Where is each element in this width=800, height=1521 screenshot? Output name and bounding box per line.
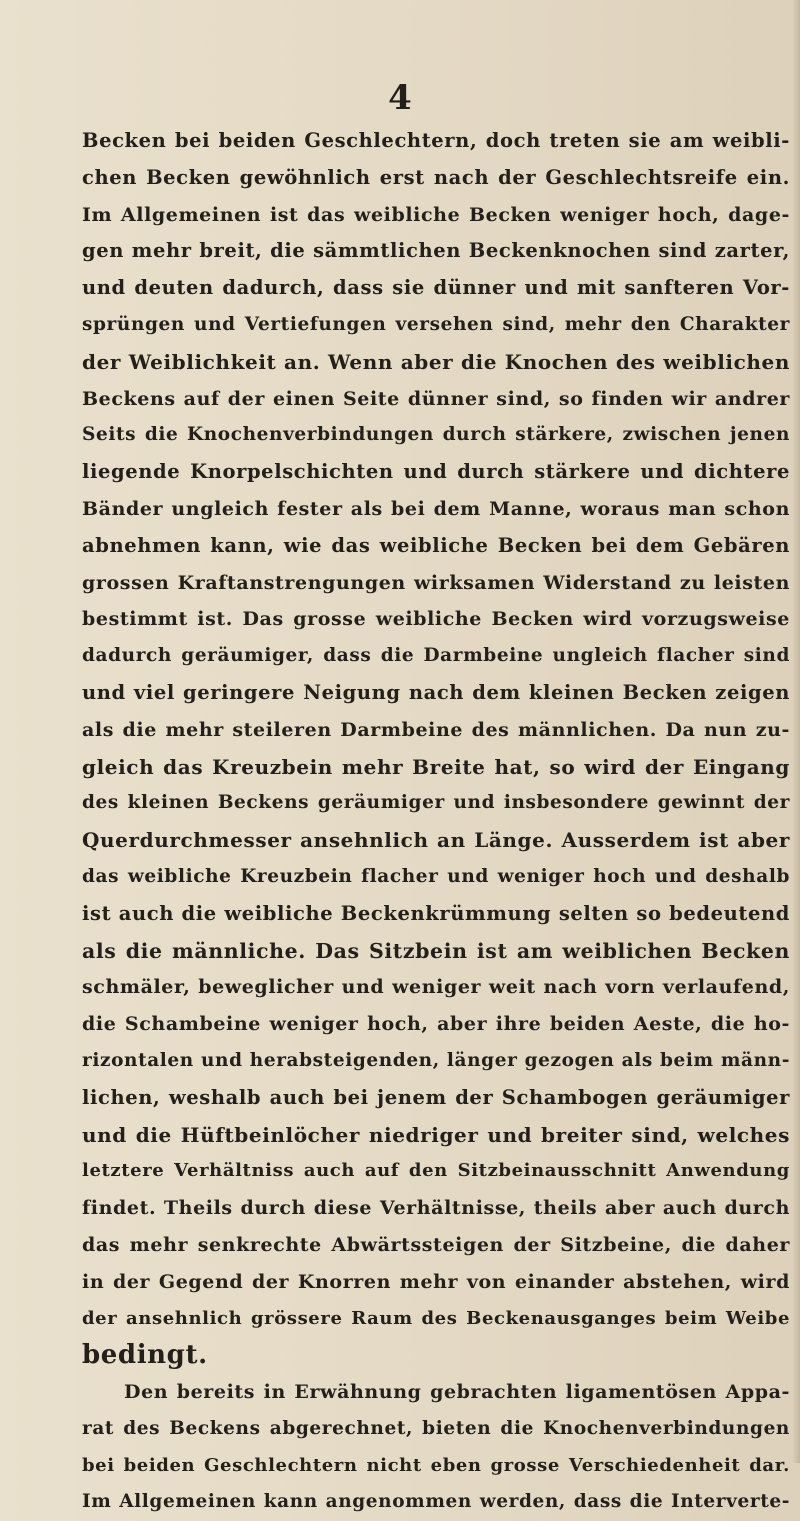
text-line: bei beiden Geschlechtern nicht eben grosse Verschiedenheit dar. — [82, 1454, 790, 1476]
text-line: Querdurchmesser ansehnlich an Länge. Ausserdem ist aber — [82, 828, 790, 853]
text-line: und die Hüftbeinlöcher niedriger und breiter sind, welches — [82, 1122, 790, 1147]
text-line: dadurch geräumiger, dass die Darmbeine ungleich flacher sind — [82, 645, 790, 667]
text-line: und viel geringere Neigung nach dem kleinen Becken zeigen — [82, 680, 790, 704]
text-line: findet. Theils durch diese Verhältnisse, theils aber auch durch — [82, 1197, 790, 1220]
text-line: der Weiblichkeit an. Wenn aber die Knochen des weiblichen — [82, 349, 790, 374]
text-line: bestimmt ist. Das grosse weibliche Becken wird vorzugsweise — [82, 608, 790, 631]
text-line: abnehmen kann, wie das weibliche Becken bei dem Gebären — [82, 533, 790, 557]
text-line: chen Becken gewöhnlich erst nach der Geschlechtsreife ein. — [82, 165, 790, 189]
text-line: das mehr senkrechte Abwärtssteigen der Sitzbeine, die daher — [82, 1233, 790, 1256]
text-line: liegende Knorpelschichten und durch stärkere und dichtere — [82, 460, 790, 484]
text-line: ist auch die weibliche Beckenkrümmung selten so bedeutend — [82, 901, 790, 925]
text-line: bedingt. — [82, 1340, 208, 1371]
text-line: Im Allgemeinen ist das weibliche Becken weniger hoch, dage- — [82, 203, 790, 226]
text-line: Im Allgemeinen kann angenommen werden, dass die Interverte- — [82, 1491, 790, 1513]
text-line: grossen Kraftanstrengungen wirksamen Widerstand zu leisten — [82, 571, 790, 594]
text-line: Becken bei beiden Geschlechtern, doch treten sie am weibli- — [82, 129, 790, 152]
text-line: sprüngen und Vertiefungen versehen sind, mehr den Charakter — [82, 313, 790, 335]
paragraph-first-line: Den bereits in Erwähnung gebrachten ligamentösen Appa- — [124, 1381, 790, 1404]
body-text — [82, 123, 790, 1521]
page-number: 4 — [388, 78, 412, 118]
text-line: Seits die Knochenverbindungen durch stärkere, zwischen jenen — [82, 424, 790, 446]
text-line: des kleinen Beckens geräumiger und insbesondere gewinnt der — [82, 792, 790, 814]
text-line: Bänder ungleich fester als bei dem Manne, woraus man schon — [82, 497, 790, 520]
text-line: schmäler, beweglicher und weniger weit nach vorn verlaufend, — [82, 976, 790, 999]
text-line: lichen, weshalb auch bei jenem der Schambogen geräumiger — [82, 1085, 790, 1109]
page-edge-shadow — [792, 0, 800, 1463]
text-line: in der Gegend der Knorren mehr von einander abstehen, wird — [82, 1270, 790, 1293]
text-line: als die männliche. Das Sitzbein ist am weiblichen Becken — [82, 938, 790, 963]
text-line: gleich das Kreuzbein mehr Breite hat, so wird der Eingang — [82, 754, 790, 779]
text-line: als die mehr steileren Darmbeine des männlichen. Da nun zu- — [82, 718, 790, 741]
text-line: der ansehnlich grössere Raum des Beckenausganges beim Weibe — [82, 1307, 790, 1329]
text-line: letztere Verhältniss auch auf den Sitzbeinausschnitt Anwendung — [82, 1160, 790, 1182]
text-line: die Schambeine weniger hoch, aber ihre beiden Aeste, die ho- — [82, 1013, 790, 1036]
text-line: rizontalen und herabsteigenden, länger gezogen als beim männ- — [82, 1049, 790, 1071]
text-line: das weibliche Kreuzbein flacher und weniger hoch und deshalb — [82, 865, 790, 887]
text-line: gen mehr breit, die sämmtlichen Beckenknochen sind zarter, — [82, 239, 790, 263]
text-line: rat des Beckens abgerechnet, bieten die Knochenverbindungen — [82, 1417, 790, 1439]
text-line: und deuten dadurch, dass sie dünner und mit sanfteren Vor- — [82, 276, 790, 300]
text-line: Beckens auf der einen Seite dünner sind, so finden wir andrer — [82, 387, 790, 410]
